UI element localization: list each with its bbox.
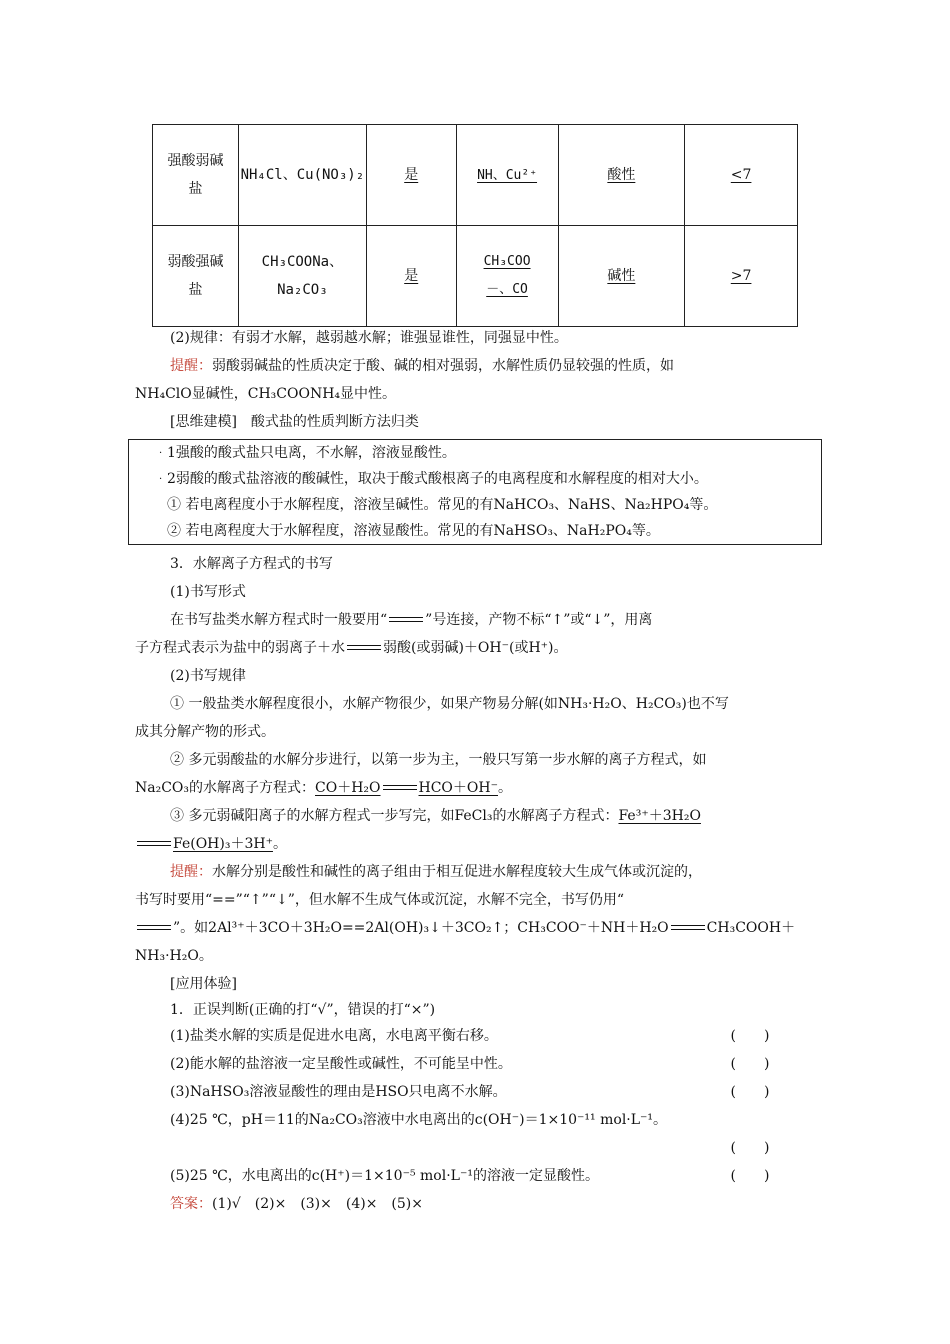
solution-ph: <7 (685, 125, 798, 226)
rule-item: ② 多元弱酸盐的水解分步进行，以第一步为主，一般只写第一步水解的离子方程式，如 (170, 752, 707, 768)
question-item: (5)25 ℃，水电离出的c(H⁺)＝1×10⁻⁵ mol·L⁻¹的溶液一定显酸性。 ( ) (170, 1162, 815, 1190)
salt-hydrolysis-table (152, 124, 798, 327)
solution-nature: 碱性 (558, 226, 685, 327)
tip-label: 提醒： (170, 864, 212, 880)
hydrolyzed-ions: CH₃COO－、CO (456, 226, 558, 327)
solution-ph: >7 (685, 226, 798, 327)
tip-label: 提醒： (170, 358, 212, 374)
tip-1-cont: NH₄ClO显碱性，CH₃COONH₄显中性。 (135, 386, 397, 402)
question-title: 1．正误判断(正确的打“√”，错误的打“×”) (170, 1002, 436, 1018)
hydrolyzed-ions: NH、Cu²⁺ (456, 125, 558, 226)
equilibrium-arrow-icon (389, 616, 423, 624)
subsection-title: (2)书写规律 (170, 668, 246, 684)
answer-blank[interactable]: ( ) (730, 1084, 770, 1100)
tip-2-cont: 书写时要用“==”“↑”“↓”，但水解不生成气体或沉淀，水解不完全，书写仍用“ (135, 892, 625, 908)
salt-examples: CH₃COONa、Na₂CO₃ (238, 226, 366, 327)
question-item: (4)25 ℃，pH＝11的Na₂CO₃溶液中水电离出的c(OH⁻)＝1×10⁻¹¹ mol·L⁻¹。 (170, 1112, 668, 1128)
salt-examples: NH₄Cl、Cu(NO₃)₂ (238, 125, 366, 226)
rule-item-cont: 成其分解产物的形式。 (135, 724, 275, 740)
hydrolyzes: 是 (366, 125, 456, 226)
model-item: ① 若电离程度小于水解程度，溶液呈碱性。常见的有NaHCO₃、NaHS、Na₂HPO₄等。 (167, 497, 718, 513)
rule-text: (2)规律：有弱才水解，越弱越水解；谁强显谁性，同强显中性。 (170, 330, 568, 346)
equilibrium-arrow-icon (137, 924, 171, 932)
solution-nature: 酸性 (558, 125, 685, 226)
tip-1: 提醒：弱酸弱碱盐的性质决定于酸、碱的相对强弱，水解性质仍显较强的性质，如 (170, 358, 674, 374)
rule-item: ① 一般盐类水解程度很小，水解产物很少，如果产物易分解(如NH₃·H₂O、H₂CO₃)也不写 (170, 696, 729, 712)
answer-label: 答案： (170, 1196, 212, 1212)
section-title: 3．水解离子方程式的书写 (170, 556, 333, 572)
equilibrium-arrow-icon (137, 840, 171, 848)
answer-blank[interactable]: ( ) (730, 1028, 770, 1044)
table-row (153, 226, 798, 327)
rule-item: ③ 多元弱碱阳离子的水解方程式一步写完，如FeCl₃的水解离子方程式：Fe³⁺＋3H₂O (170, 808, 701, 824)
answer-line: 答案：(1)√ (2)× (3)× (4)× (5)× (170, 1196, 423, 1212)
table-row (153, 125, 798, 226)
tip-2-cont: NH₃·H₂O。 (135, 948, 213, 964)
answer-blank[interactable]: ( ) (730, 1140, 770, 1156)
model-item: 2弱酸的酸式盐溶液的酸碱性，取决于酸式酸根离子的电离程度和水解程度的相对大小。 (167, 471, 708, 487)
model-item: 1强酸的酸式盐只电离，不水解，溶液显酸性。 (167, 445, 456, 461)
answer-blank[interactable]: ( ) (730, 1056, 770, 1072)
salt-type: 强酸弱碱盐 (153, 125, 239, 226)
subsection-title: (1)书写形式 (170, 584, 246, 600)
tip-2: 提醒：水解分别是酸性和碱性的离子组由于相互促进水解程度较大生成气体或沉淀的， (170, 864, 702, 880)
answer-blank[interactable]: ( ) (730, 1168, 770, 1184)
tip-2-cont: ”。如2Al³⁺＋3CO＋3H₂O==2Al(OH)₃↓＋3CO₂↑；CH₃COO⁻＋NH＋H₂O CH₃COOH＋ (135, 914, 815, 942)
model-item: ② 若电离程度大于水解程度，溶液显酸性。常见的有NaHSO₃、NaH₂PO₄等。 (167, 523, 660, 539)
equilibrium-arrow-icon (383, 784, 417, 792)
salt-type: 弱酸强碱盐 (153, 226, 239, 327)
hydrolyzes: 是 (366, 226, 456, 327)
practice-heading: [应用体验] (170, 976, 237, 992)
rule-item-cont: Fe(OH)₃＋3H⁺。 (135, 830, 815, 858)
method-summary-box: · 1强酸的酸式盐只电离，不水解，溶液显酸性。 · 2弱酸的酸式盐溶液的酸碱性，取决于酸式酸根离子的电离程度和水解程度的相对大小。 ① 若电离程度小于水解程度，溶液呈碱性。常见的有NaHCO₃、NaHS、Na₂HPO₄等。 ② 若电离程度大于水解程度，溶液显酸性。常见的有NaHSO₃、NaH₂PO₄等。 (128, 439, 822, 545)
model-heading: [思维建模] 酸式盐的性质判断方法归类 (170, 414, 419, 430)
paragraph: 在书写盐类水解方程式时一般要用“ ”号连接，产物不标“↑”或“↓”，用离 (170, 612, 653, 628)
question-item: (3)NaHSO₃溶液显酸性的理由是HSO只电离不水解。 ( ) (170, 1078, 815, 1106)
equilibrium-arrow-icon (671, 924, 705, 932)
question-item: (1)盐类水解的实质是促进水电离，水电离平衡右移。 ( ) (170, 1022, 815, 1050)
question-item: (2)能水解的盐溶液一定呈酸性或碱性，不可能呈中性。 ( ) (170, 1050, 815, 1078)
rule-item-cont: Na₂CO₃的水解离子方程式：CO＋H₂O HCO＋OH⁻。 (135, 780, 512, 796)
equilibrium-arrow-icon (347, 644, 381, 652)
paragraph-cont: 子方程式表示为盐中的弱离子＋水 弱酸(或弱碱)＋OH⁻(或H⁺)。 (135, 640, 568, 656)
